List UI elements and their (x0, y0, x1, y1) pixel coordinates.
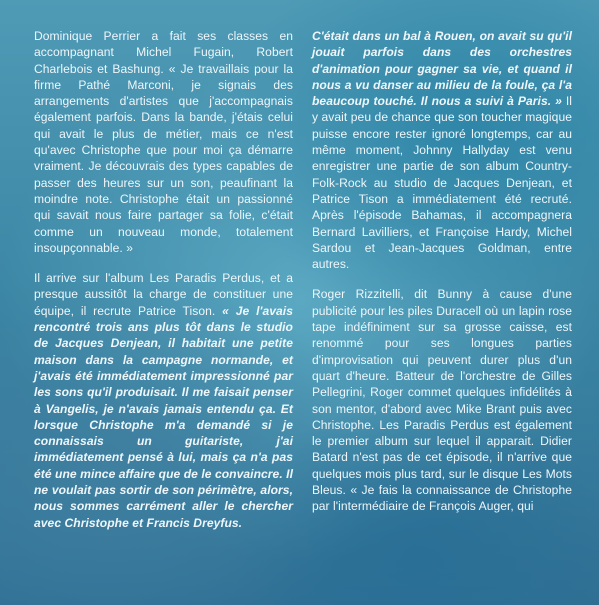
paragraph-rizzitelli: Roger Rizzitelli, dit Bunny à cause d'une publicité pour les piles Duracell où un lapin rose tape indéfiniment sur sa grosse caisse, est renommé pour ses longues parties d'improvisation qui peuvent durer plus d'un quart d'heure. Batteur de l'orchestre de Gilles Pellegrini, Roger commet quelques infidélités à son mentor, d'abord avec Mike Brant puis avec Christophe. Les Paradis Perdus est également le premier album sur lequel il apparait. Didier Batard n'est pas de cet épisode, il n'arrive que quelques mois plus tard, sur le disque Les Mots Bleus. « Je fais la connaissance de Christophe par l'intermédiaire de François Auger, qui (312, 287, 572, 514)
paragraph-perrier: Dominique Perrier a fait ses classes en accompagnant Michel Fugain, Robert Charlebois et Bashung. « Je travaillais pour la firme Pathé Marconi, je signais des arrangements d'artistes que j'accompagnais également parfois. Dans la bande, j'étais celui qui avait le plus de métier, mais ce n'est qu'avec Christophe que pour moi ça démarre vraiment. Je découvrais des types capables de passer des heures sur un son, peaufinant la moindre note. Christophe était un passionné qui savait nous faire partager sa folie, c'était comme un nouveau monde, totalement insoupçonnable. » (34, 29, 293, 255)
right-column (312, 28, 572, 529)
paragraph-tison-continued (312, 28, 572, 272)
left-column (34, 28, 293, 545)
paragraph-tison-career: Il y avait peu de chance que son toucher magique puisse encore rester ignoré longtemps, car au même moment, Johnny Hallyday est venu enregistrer une partie de son album Country-Folk-Rock au studio de Jacques Denjean, et Patrice Tison a immédiatement été recruté. Après l'épisode Bahamas, il accompagnera Bernard Lavilliers, et Françoise Hardy, Michel Sardou et Jean-Jacques Goldman, entre autres. (312, 94, 573, 272)
paragraph-tison (34, 270, 293, 531)
quote-perrier: « Je l'avais rencontré trois ans plus tôt dans le studio de Jacques Denjean, il habitait une petite maison dans la campagne normande, et j'avais été immédiatement impressionné par les sons qu'il produisait. Il me faisait penser à Vangelis, je n'avais jamais entendu ça. Et lorsque Christophe m'a demandé si je connaissais un guitariste, j'ai immédiatement pensé à lui, mais ça n'a pas été une mince affaire que de le convaincre. Il ne voulait pas sortir de son périmètre, alors, nous sommes carrément aller le chercher avec Christophe et Francis Dreyfus. (34, 303, 293, 530)
quote-perrier-continued: C'était dans un bal à Rouen, on avait su qu'il jouait parfois dans des orchestres d'animation pour gagner sa vie, et quand il nous a vu danser au milieu de la foule, ça l'a beaucoup touché. Il nous a suivi à Paris. » (312, 29, 572, 109)
paragraph-tison-intro: Il arrive sur l'album Les Paradis Perdus, et a presque aussitôt la charge de constituer une équipe, il recrute Patrice Tison. (34, 271, 293, 318)
